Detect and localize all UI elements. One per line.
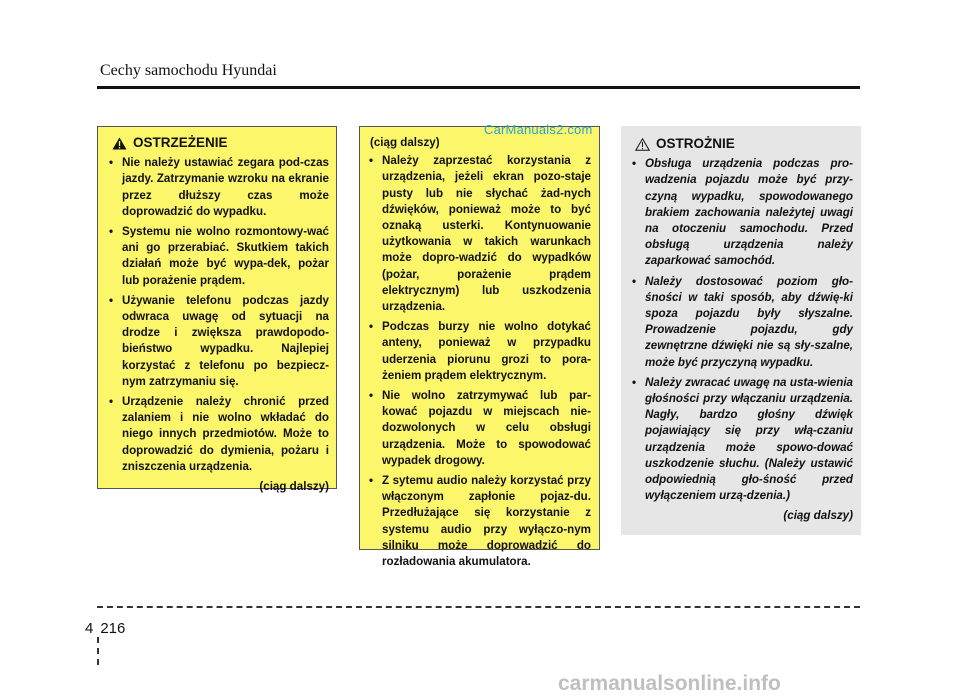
caution-list	[631, 156, 853, 504]
page-number-value: 216	[100, 620, 126, 637]
header-title: Cechy samochodu Hyundai	[100, 62, 277, 79]
list-item: • Urządzenie należy chronić przed zalaniem i nie wolno wkładać do niego innych przedmiotów. Może to doprowadzić do dymienia, pożaru i zniszczenia urządzenia.	[108, 394, 329, 475]
warning-triangle-icon	[112, 137, 127, 150]
list-item: • Systemu nie wolno rozmontowy-wać ani go przerabiać. Skutkiem takich działań może być wypa-dek, pożar lub porażenie prądem.	[108, 224, 329, 289]
footer-rule	[97, 606, 860, 608]
list-item: • Używanie telefonu podczas jazdy odwraca uwagę od sytuacji na drodze i zwiększa prawdopodo-bieństwo wypadku. Najlepiej korzystać z telefonu po bezpiecz-nym zatrzymaniu się.	[108, 293, 329, 390]
warning-title: OSTRZEŻENIE	[133, 135, 228, 150]
continued-top-label: (ciąg dalszy)	[370, 136, 440, 149]
warning-box	[97, 126, 337, 494]
watermark-bottom[interactable]: carmanualsonline.info	[558, 672, 781, 695]
caution-title: OSTROŻNIE	[656, 136, 735, 151]
caution-title-row	[631, 136, 853, 152]
header-rule	[97, 86, 860, 89]
section-number: 4	[85, 620, 94, 637]
list-item: • Nie wolno zatrzymywać lub par-kować pojazdu w miejscach nie-dozwolonych w celu obsługi urządzenia. Może to spowodować wypadek drogowy.	[368, 388, 591, 469]
page-number	[85, 620, 125, 637]
list-item: • Należy zwracać uwagę na usta-wienia głośności przy włączaniu urządzenia. Nagły, bardzo głośny dźwięk pojawiający się przy włą-czaniu urządzenia może spowo-dować uszkodzenie słuchu. (Należy ustawić odpowiednią gło-śność przed wyłączeniem urzą-dzenia.)	[631, 375, 853, 505]
caution-triangle-icon	[635, 138, 650, 151]
warning-list	[108, 155, 329, 475]
footer-vertical-rule	[97, 637, 99, 665]
warning-title-row	[108, 135, 329, 151]
middle-list	[368, 153, 591, 570]
list-item: • Należy dostosować poziom gło-śności w taki sposób, aby dźwię-ki spoza pojazdu były słyszalne. Prowadzenie pojazdu, gdy zewnętrzne dźwięki nie są sły-szalne, może być przyczyną wypadku.	[631, 274, 853, 371]
caution-box	[621, 126, 861, 535]
list-item: • Należy zaprzestać korzystania z urządzenia, jeżeli ekran pozo-staje pusty lub nie słychać żad-nych dźwięków, ponieważ może to być oznaką usterki. Kontynuowanie użytkowania w takich warunkach może dopro-wadzić do wypadków (pożar, porażenie prądem elektrycznym) lub uszkodzenia urządzenia.	[368, 153, 591, 315]
list-item: • Nie należy ustawiać zegara pod-czas jazdy. Zatrzymanie wzroku na ekranie przez dłuższy czas może doprowadzić do wypadku.	[108, 155, 329, 220]
warning-continued-box	[359, 126, 600, 569]
watermark-top[interactable]: CarManuals2.com	[484, 122, 593, 137]
list-item: • Z sytemu audio należy korzystać przy włączonym zapłonie pojaz-du. Przedłużające się korzystanie z systemu audio przy wyłączo-nym silniku może doprowadzić do rozładowania akumulatora.	[368, 473, 591, 570]
list-item: • Obsługa urządzenia podczas pro-wadzenia pojazdu może być przy-czyną wypadku, spowodowanego brakiem zachowania należytej uwagi na otoczeniu samochodu. Przed obsługą urządzenia należy zaparkować samochód.	[631, 156, 853, 269]
continued-label: (ciąg dalszy)	[783, 509, 853, 523]
list-item: • Podczas burzy nie wolno dotykać anteny, ponieważ w przypadku uderzenia piorunu grozi to pora-żeniem prądem elektrycznym.	[368, 319, 591, 384]
continued-label: (ciąg dalszy)	[259, 480, 329, 494]
